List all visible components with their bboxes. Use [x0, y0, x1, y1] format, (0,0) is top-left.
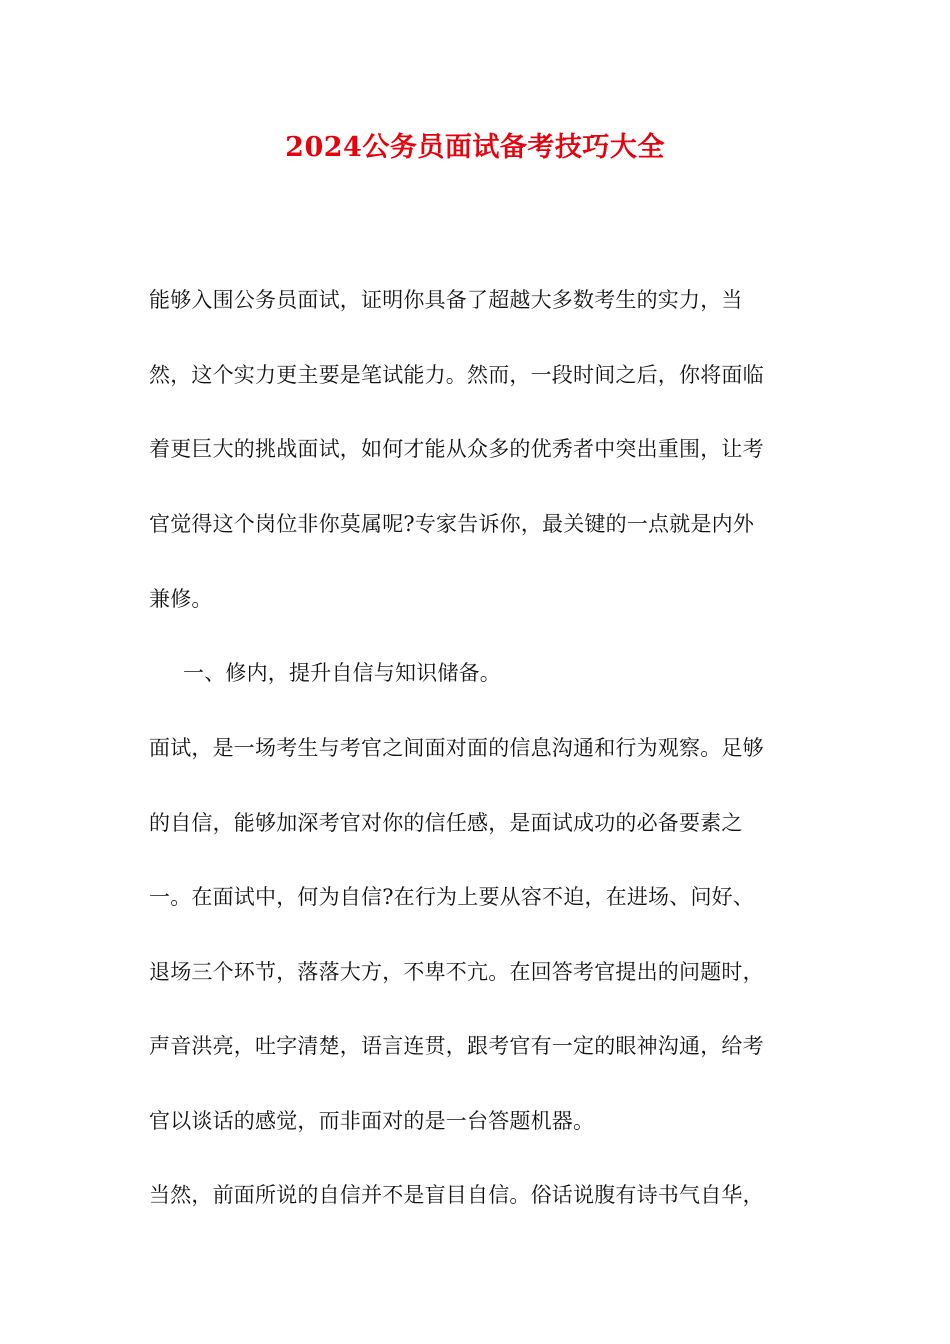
paragraph-line: 面试，是一场考生与考官之间面对面的信息沟通和行为观察。足够 [149, 736, 764, 760]
paragraph-line: 然，这个实力更主要是笔试能力。然而，一段时间之后，你将面临 [149, 363, 764, 387]
paragraph-line: 官觉得这个岗位非你莫属呢?专家告诉你，最关键的一点就是内外 [149, 512, 755, 536]
section-heading: 一、修内，提升自信与知识储备。 [183, 661, 501, 685]
paragraph-line: 的自信，能够加深考官对你的信任感，是面试成功的必备要素之 [149, 811, 743, 835]
paragraph-line: 着更巨大的挑战面试，如何才能从众多的优秀者中突出重围，让考 [149, 437, 764, 461]
paragraph-line: 当然，前面所说的自信并不是盲目自信。俗话说腹有诗书气自华， [149, 1183, 764, 1207]
paragraph-line: 官以谈话的感觉，而非面对的是一台答题机器。 [149, 1109, 595, 1133]
document-title: 2024公务员面试备考技巧大全 [285, 132, 665, 163]
paragraph-line: 一。在面试中，何为自信?在行为上要从容不迫，在进场、问好、 [149, 885, 755, 909]
paragraph-line: 声音洪亮，吐字清楚，语言连贯，跟考官有一定的眼神沟通，给考 [149, 1034, 764, 1058]
paragraph-line: 退场三个环节，落落大方，不卑不亢。在回答考官提出的问题时， [149, 960, 764, 984]
paragraph-line: 能够入围公务员面试，证明你具备了超越大多数考生的实力，当 [149, 288, 743, 312]
paragraph-line: 兼修。 [149, 587, 213, 611]
